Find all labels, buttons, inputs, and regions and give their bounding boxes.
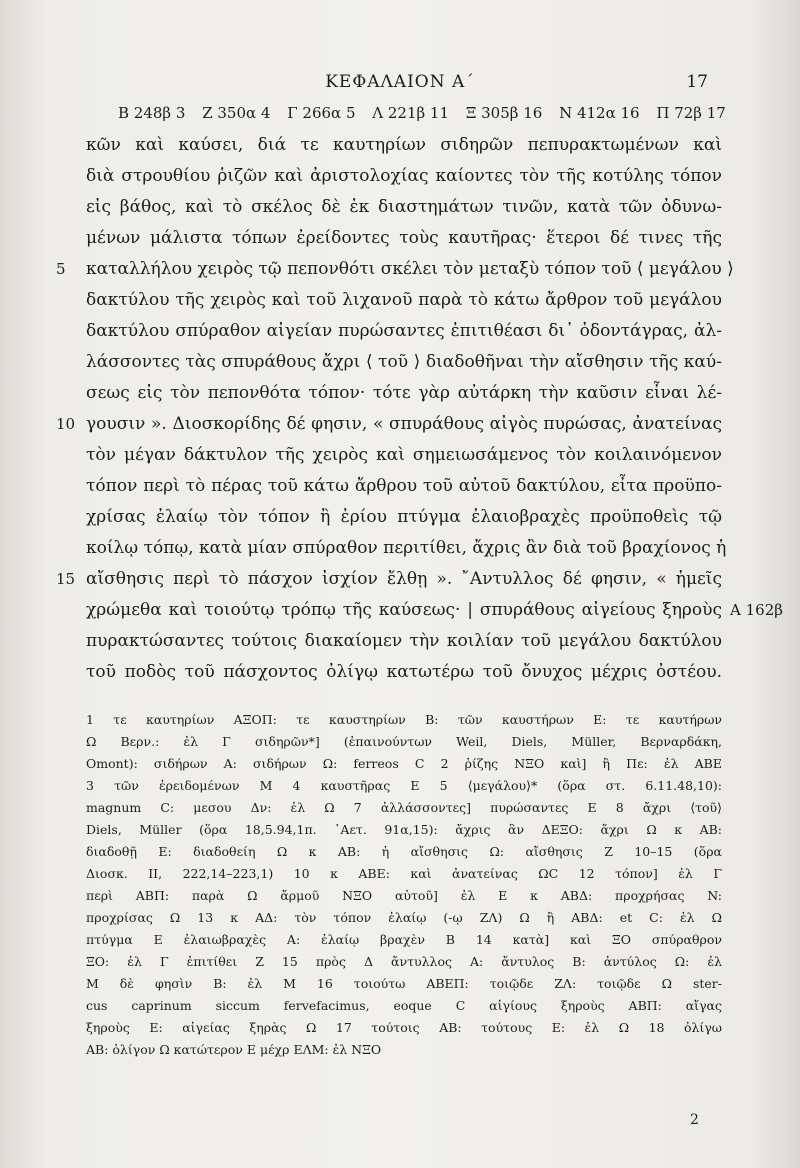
- text-line: τοῦ ποδὸς τοῦ πάσχοντος ὀλίγῳ κατωτέρω τοῦ ὄνυχος μέχρις ὀστέου.: [86, 662, 722, 682]
- text-line: αἴσθησις περὶ τὸ πάσχον ἰσχίον ἔλθῃ ». ῎Αντυλλος δέ φησιν, « ἡμεῖς: [86, 569, 722, 589]
- siglum: Λ 221β 11: [372, 104, 450, 122]
- apparatus-line: 1 τε καυτηρίων ΑΞΟΠ: τε καυστηρίων B: τῶν καυστήρων E: τε καυτήρων: [86, 712, 722, 727]
- apparatus-line: M δὲ φησὶν B: ἐλ M 16 τοιούτω ABEΠ: τοιῷδε ZΛ: τοιῷδε Ω ster-: [86, 976, 722, 991]
- apparatus-line: magnum C: μεσου Δν: ἐλ Ω 7 ἀλλάσσοντες] πυρώσαντες E 8 ἄχρι ⟨τοῦ⟩: [86, 800, 722, 815]
- apparatus-line: Omont): σιδήρων A: σιδήρων Ω: ferreos C 2 ῥίζης ΝΞΟ καὶ] ἢ Πε: ἐλ ABE: [86, 756, 722, 771]
- siglum: B 248β 3: [118, 104, 186, 122]
- text-line: χρίσας ἐλαίῳ τὸν τόπον ἢ ἐρίου πτύγμα ἐλαιοβραχὲς προϋποθεὶς τῷ: [86, 507, 722, 527]
- apparatus-line: ξηροὺς E: αἰγείας ξηρὰς Ω 17 τούτοις AB: τούτους E: ἐλ Ω 18 ὀλίγω: [86, 1020, 722, 1035]
- apparatus-line: διαδοθῇ E: διαδοθείη Ω κ AB: ἡ αἴσθησις Ω: αἴσθησις Z 10–15 (ὅρα: [86, 844, 722, 859]
- text-line: σεως εἰς τὸν πεπονθότα τόπον· τότε γὰρ αὐτάρκη τὴν καῦσιν εἶναι λέ-: [86, 383, 722, 403]
- text-line: εἰς βάθος, καὶ τὸ σκέλος δὲ ἐκ διαστημάτων τινῶν, κατὰ τῶν ὀδυνω-: [86, 197, 722, 217]
- siglum: N 412α 16: [559, 104, 640, 122]
- text-line: χρώμεθα καὶ τοιούτῳ τρόπῳ τῆς καύσεως· | σπυράθους αἰγείους ξηροὺς: [86, 600, 722, 620]
- text-line: καταλλήλου χειρὸς τῷ πεπονθότι σκέλει τὸν μεταξὺ τόπον τοῦ ⟨ μεγάλου ⟩: [86, 259, 734, 279]
- apparatus-line: πτύγμα E ἐλαιωβραχὲς A: ἐλαίῳ βραχὲν B 14 κατὰ] καὶ ΞΟ σπύραθρον: [86, 932, 722, 947]
- apparatus-line: AB: ὀλίγον Ω κατώτερον E μέχρ ΕΛΜ: ἐλ ΝΞΟ: [86, 1042, 382, 1057]
- text-line: λάσσοντες τὰς σπυράθους ἄχρι ⟨ τοῦ ⟩ διαδοθῆναι τὴν αἴσθησιν τῆς καύ-: [86, 352, 722, 372]
- text-line: διὰ στρουθίου ῥιζῶν καὶ ἀριστολοχίας καίοντες τὸν τῆς κοτύλης τόπον: [86, 166, 722, 186]
- apparatus-line: 3 τῶν ἐρειδομένων M 4 καυστῆρας E 5 ⟨μεγάλου⟩* (ὅρα στ. 6.11.48,10):: [86, 778, 722, 793]
- apparatus-line: Ω Βερν.: ἐλ Γ σιδηρῶν*] (ἐπαινούντων Weil, Diels, Müller, Βερναρδάκη,: [86, 734, 722, 749]
- margin-reference: A 162β: [730, 601, 783, 619]
- text-line: κῶν καὶ καύσει, διά τε καυτηρίων σιδηρῶν πεπυρακτωμένων καὶ: [86, 135, 722, 155]
- text-line: γουσιν ». Διοσκορίδης δέ φησιν, « σπυράθους αἰγὸς πυρώσας, ἀνατείνας: [86, 414, 722, 434]
- siglum: Ξ 305β 16: [465, 104, 543, 122]
- siglum: Γ 266α 5: [287, 104, 356, 122]
- text-line: τὸν μέγαν δάκτυλον τῆς χειρὸς καὶ σημειωσάμενος τὸν κοιλαινόμενον: [86, 445, 722, 465]
- line-number: 10: [56, 415, 76, 433]
- apparatus-line: ΞΟ: ἐλ Γ ἐπιτίθει Z 15 πρὸς Δ ἄντυλλος A: ἄντυλος B: ἀντύλος Ω: ἐλ: [86, 954, 722, 969]
- text-line: μένων μάλιστα τόπων ἐρείδοντες τοὺς καυτῆρας· ἕτεροι δέ τινες τῆς: [86, 228, 722, 248]
- signature-mark: 2: [690, 1112, 699, 1128]
- page-number: 17: [686, 72, 708, 92]
- chapter-heading: ΚΕΦΑΛΑΙΟΝ Α΄: [325, 72, 475, 92]
- line-number: 15: [56, 570, 76, 588]
- text-line: τόπον περὶ τὸ πέρας τοῦ κάτω ἄρθρου τοῦ αὐτοῦ δακτύλου, εἶτα προϋπο-: [86, 476, 722, 496]
- text-line: δακτύλου τῆς χειρὸς καὶ τοῦ λιχανοῦ παρὰ τὸ κάτω ἄρθρον τοῦ μεγάλου: [86, 290, 722, 310]
- siglum: Z 350α 4: [202, 104, 271, 122]
- apparatus-line: Διοσκ. II, 222,14–223,1) 10 κ ABE: καὶ ἀνατείνας ΩC 12 τόπον] ἐλ Γ: [86, 866, 722, 881]
- siglum: Π 72β 17: [656, 104, 726, 122]
- apparatus-line: προχρίσας Ω 13 κ AΔ: τὸν τόπον ἐλαίῳ (-ῳ ZΛ) Ω ἢ ABΔ: et C: ἐλ Ω: [86, 910, 722, 925]
- apparatus-line: cus caprinum siccum fervefacimus, eoque C αἰγίους ξηροὺς ABΠ: αἴγας: [86, 998, 722, 1013]
- text-line: πυρακτώσαντες τούτοις διακαίομεν τὴν κοιλίαν τοῦ μεγάλου δακτύλου: [86, 631, 722, 651]
- manuscript-sigla-line: [118, 104, 726, 122]
- apparatus-line: Diels, Müller (ὅρα 18,5.94,1π. ᾿Αετ. 91α,15): ἄχρις ἂν ΔΕΞΟ: ἄχρι Ω κ AB:: [86, 822, 722, 837]
- text-line: δακτύλου σπύραθον αἰγείαν πυρώσαντες ἐπιτιθέασι δι᾿ ὀδοντάγρας, ἀλ-: [86, 321, 722, 341]
- apparatus-line: περὶ ABΠ: παρὰ Ω ἄρμοῦ ΝΞΟ αὐτοῦ] ἐλ E κ ABΔ: προχρήσας N:: [86, 888, 722, 903]
- text-line: κοίλῳ τόπῳ, κατὰ μίαν σπύραθον περιτίθει, ἄχρις ἂν διὰ τοῦ βραχίονος ἡ: [86, 538, 727, 558]
- line-number: 5: [56, 260, 66, 278]
